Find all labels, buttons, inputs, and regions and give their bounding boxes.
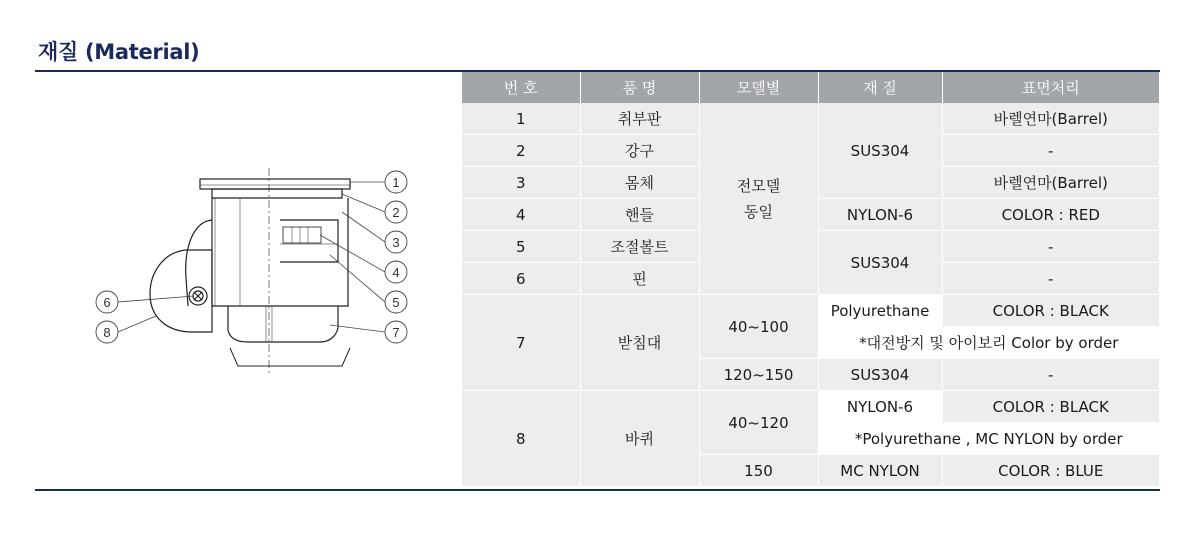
cell-finish: 바렐연마(Barrel) [942,167,1159,199]
cell-finish: COLOR : BLACK [942,391,1159,423]
cell-material: SUS304 [818,359,942,391]
base-pad-shape [228,306,338,342]
cell-part: 취부판 [580,103,699,135]
header-material: 재 질 [818,72,942,103]
cell-no: 7 [462,295,580,391]
wheel-shape [150,250,212,332]
cell-part: 강구 [580,135,699,167]
cell-material: SUS304 [818,231,942,295]
callout-label: 1 [392,175,400,190]
cell-material: MC NYLON [818,455,942,487]
header-no: 번 호 [462,72,580,103]
callout-label: 4 [392,265,400,280]
mounting-plate-shape [200,179,350,189]
cell-material: Polyurethane [818,295,942,327]
cell-note: *Polyurethane , MC NYLON by order [818,423,1159,455]
callout-label: 3 [392,235,400,250]
table-header-row [462,72,1159,103]
cell-part: 바퀴 [580,391,699,487]
cell-model: 40~100 [699,295,818,359]
cell-finish: - [942,263,1159,295]
callout-label: 2 [392,205,400,220]
callout-label: 6 [103,295,111,310]
cell-finish: COLOR : RED [942,199,1159,231]
cell-model: 150 [699,455,818,487]
cell-part: 조절볼트 [580,231,699,263]
callout-label: 8 [103,325,111,340]
header-finish: 표면처리 [942,72,1159,103]
cell-note: *대전방지 및 아이보리 Color by order [818,327,1159,359]
cell-finish: 바렐연마(Barrel) [942,103,1159,135]
cell-finish: - [942,359,1159,391]
cell-model: 40~120 [699,391,818,455]
caster-drawing [80,160,420,380]
material-table [462,72,1159,487]
cell-no: 4 [462,199,580,231]
table-row [462,391,1159,423]
bottom-rule [35,489,1160,491]
cell-part: 핀 [580,263,699,295]
cell-material: NYLON-6 [818,391,942,423]
cell-material: SUS304 [818,103,942,199]
cell-finish: - [942,231,1159,263]
cell-no: 3 [462,167,580,199]
header-model: 모델별 [699,72,818,103]
callout-label: 5 [392,295,400,310]
model-all-text: 전모델 동일 [736,176,781,221]
cell-material: NYLON-6 [818,199,942,231]
cell-no: 8 [462,391,580,487]
cell-finish: COLOR : BLUE [942,455,1159,487]
table-row [462,103,1159,135]
cell-part: 몸체 [580,167,699,199]
cell-no: 2 [462,135,580,167]
cell-part: 받침대 [580,295,699,391]
cell-finish: - [942,135,1159,167]
cell-no: 6 [462,263,580,295]
cell-finish: COLOR : BLACK [942,295,1159,327]
body-shape [212,189,342,198]
cell-model: 120~150 [699,359,818,391]
cell-part: 핸들 [580,199,699,231]
cell-no: 1 [462,103,580,135]
cell-model-all [699,103,818,295]
adjust-bolt-shape [283,227,321,243]
callout-label: 7 [392,325,400,340]
table-row [462,295,1159,327]
cell-no: 5 [462,231,580,263]
page-title: 재질 (Material) [38,40,200,64]
header-part: 품 명 [580,72,699,103]
